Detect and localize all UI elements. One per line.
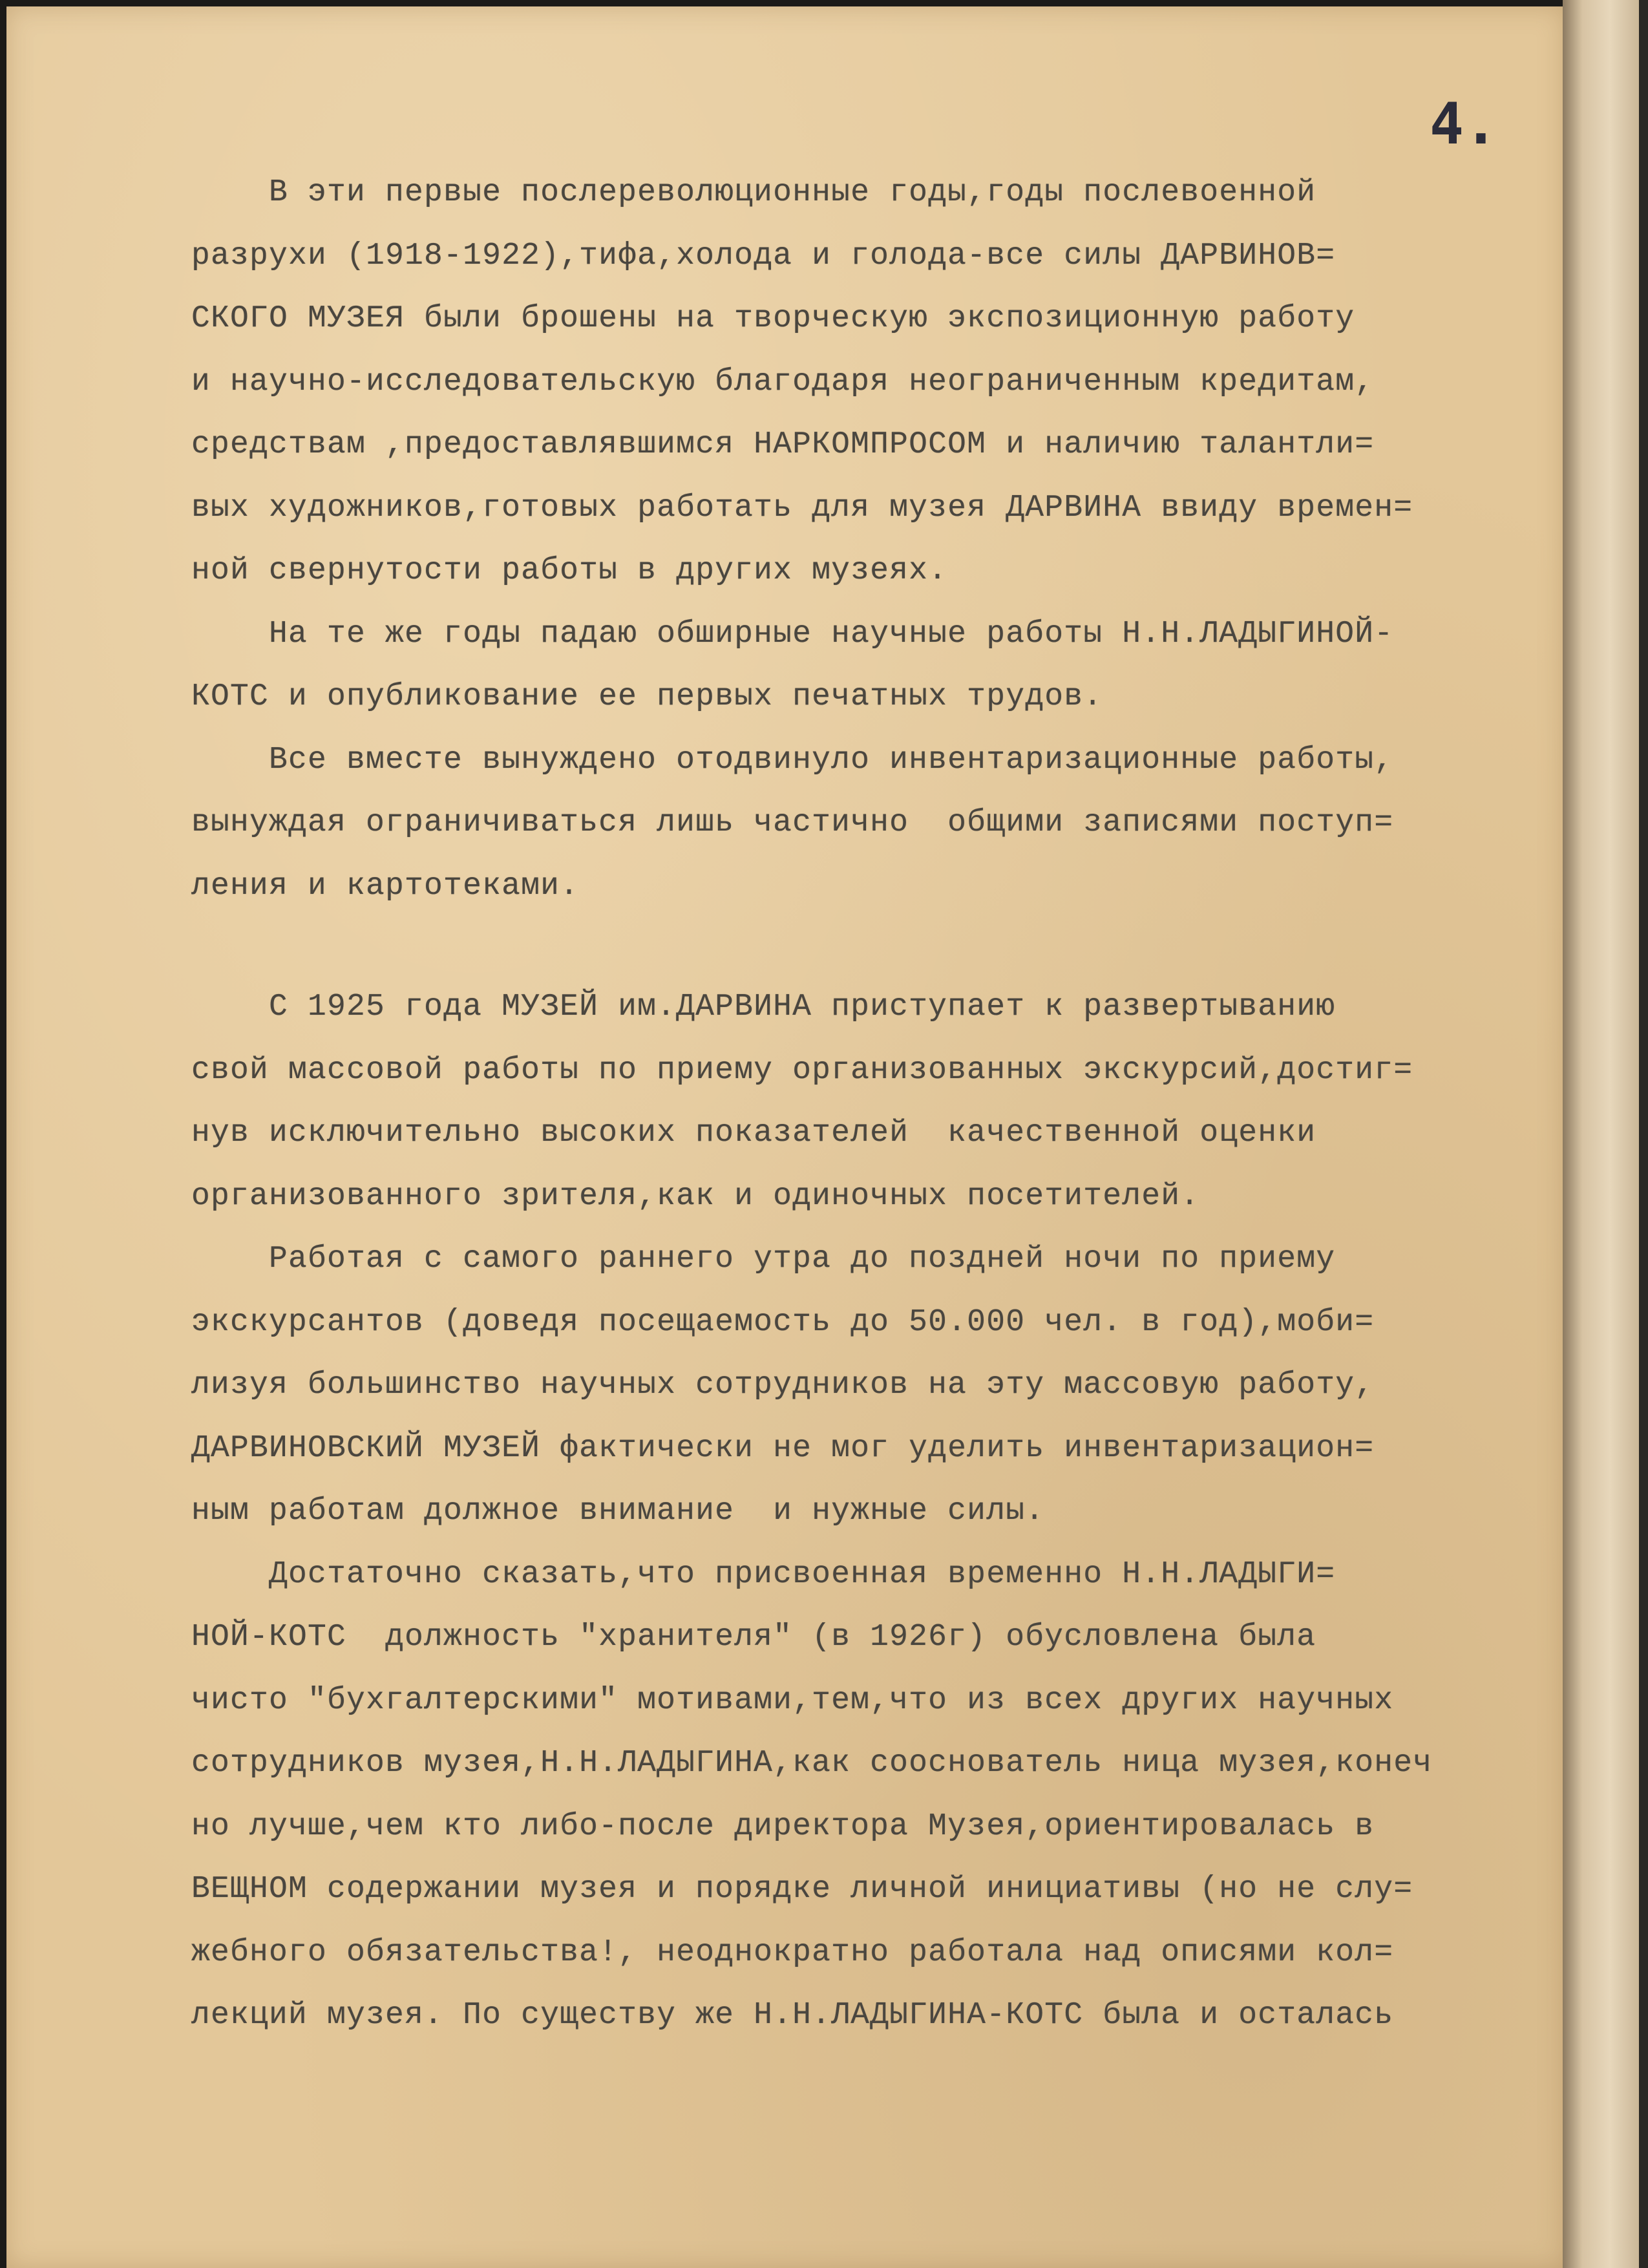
paragraph — [191, 603, 1587, 729]
text-line: ления и картотеками. — [191, 868, 580, 904]
text-line: СКОГО МУЗЕЯ были брошены на творческую экспозиционную работу — [191, 301, 1355, 336]
paragraph — [191, 976, 1587, 1228]
paragraph — [191, 1543, 1587, 2048]
text-line: но лучше,чем кто либо-после директора Музея,ориентировалась в — [191, 1808, 1375, 1844]
text-line: чисто "бухгалтерскими" мотивами,тем,что из всех других научных — [191, 1682, 1394, 1718]
text-line: ДАРВИНОВСКИЙ МУЗЕЙ фактически не мог уделить инвентаризацион= — [191, 1430, 1375, 1466]
text-line: вынуждая ограничиваться лишь частично общими записями поступ= — [191, 805, 1394, 840]
paragraph — [191, 1228, 1587, 1543]
text-line: средствам ,предоставлявшимся НАРКОМПРОСОМ и наличию талантли= — [191, 427, 1375, 462]
text-line: Работая с самого раннего утра до поздней ночи по приему — [191, 1242, 1336, 1277]
text-line: ВЕЩНОМ содержании музея и порядке личной инициативы (но не слу= — [191, 1872, 1413, 1907]
text-line: нув исключительно высоких показателей качественной оценки — [191, 1116, 1316, 1150]
paragraph — [191, 162, 1587, 603]
paragraph-gap — [191, 918, 1587, 976]
text-line: вых художников,готовых работать для музея ДАРВИНА ввиду времен= — [191, 490, 1413, 525]
text-line: жебного обязательства!, неоднократно работала над описями кол= — [191, 1934, 1394, 1970]
typewritten-text — [191, 162, 1587, 2048]
text-line: организованного зрителя,как и одиночных посетителей. — [191, 1178, 1200, 1214]
paragraph — [191, 729, 1587, 918]
text-line: НОЙ-КОТС должность "хранителя" (в 1926г) обусловлена была — [191, 1620, 1316, 1655]
text-line: В эти первые послереволюционные годы,годы послевоенной — [191, 175, 1316, 210]
text-line: сотрудников музея,Н.Н.ЛАДЫГИНА,как сооснователь ница музея,конеч — [191, 1746, 1433, 1781]
text-line: На те же годы падаю обширные научные работы Н.Н.ЛАДЫГИНОЙ- — [191, 616, 1394, 652]
text-line: Все вместе вынуждено отодвинуло инвентаризационные работы, — [191, 742, 1394, 778]
text-line: разрухи (1918-1922),тифа,холода и голода-все силы ДАРВИНОВ= — [191, 238, 1336, 273]
text-line: экскурсантов (доведя посещаемость до 50.000 чел. в год),моби= — [191, 1304, 1375, 1340]
text-line: лизуя большинство научных сотрудников на эту массовую работу, — [191, 1368, 1375, 1403]
text-line: свой массовой работы по приему организованных экскурсий,достиг= — [191, 1052, 1413, 1088]
text-line: лекций музея. По существу же Н.Н.ЛАДЫГИНА-КОТС была и осталась — [191, 1998, 1394, 2033]
page-edge — [1639, 0, 1648, 2268]
text-line: КОТС и опубликование ее первых печатных трудов. — [191, 679, 1103, 714]
text-line: и научно-исследовательскую благодаря неограниченным кредитам, — [191, 364, 1375, 399]
text-line: Достаточно сказать,что присвоенная временно Н.Н.ЛАДЫГИ= — [191, 1556, 1336, 1592]
text-line: С 1925 года МУЗЕЙ им.ДАРВИНА приступает к развертыванию — [191, 990, 1336, 1024]
page-number: 4. — [1430, 90, 1498, 157]
text-line: ным работам должное внимание и нужные силы. — [191, 1494, 1045, 1529]
text-line: ной свернутости работы в других музеях. — [191, 553, 948, 588]
